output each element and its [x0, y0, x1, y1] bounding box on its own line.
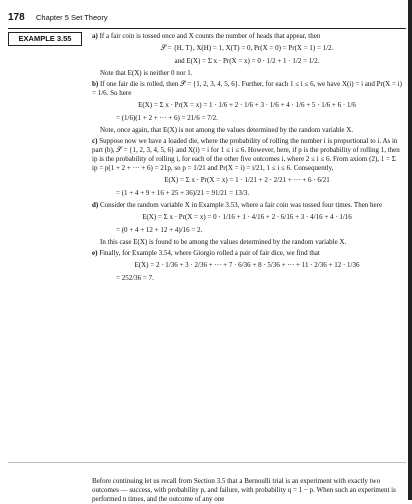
page-header — [8, 12, 404, 28]
part-a-note: Note that E(X) is neither 0 nor 1. — [100, 69, 193, 77]
part-c-intro: c) Suppose now we have a loaded die, where the probability of rolling the number i is proportional to i. As in part (b), 𝒮 = {1, 2, 3, 4, 5, 6} and X(i) = i for 1 ≤ i ≤ 6. However, here, if p is the probability of rolling 1, then ip is the probability of rolling i, for each of the other five outcomes i, where 2 ≤ i ≤ 6. From axiom (2), 1 = Σ ip = p(1 + 2 + ··· + 6) = 21p, so p = 1/21 and Pr(X = i) = i/21, 1 ≤ i ≤ 6. Consequently, — [92, 137, 400, 172]
part-a-intro: a) If a fair coin is tossed once and X counts the number of heads that appear, then — [92, 32, 321, 40]
part-a-equation-2: and E(X) = Σ x · Pr(X = x) = 0 · 1/2 + 1 · 1/2 = 1/2. — [174, 57, 320, 65]
header-rule — [8, 28, 406, 29]
part-c-equation-2: = (1 + 4 + 9 + 16 + 25 + 36)/21 = 91/21 = 13/3. — [116, 189, 250, 197]
part-d-intro: d) Consider the random variable X in Example 3.53, where a fair coin was tossed four times. Then here — [92, 201, 383, 209]
part-b-equation-1: E(X) = Σ x · Pr(X = x) = 1 · 1/6 + 2 · 1/6 + 3 · 1/6 + 4 · 1/6 + 5 · 1/6 + 6 · 1/6 — [138, 101, 356, 109]
part-c-equation-1: E(X) = Σ x · Pr(X = x) = 1 · 1/21 + 2 · 2/21 + ··· + 6 · 6/21 — [164, 176, 330, 184]
part-e-equation-2: = 252/36 = 7. — [116, 274, 154, 282]
part-e-intro: e) Finally, for Example 3.54, where Giorgio rolled a pair of fair dice, we find that — [92, 249, 320, 257]
page-number: 178 — [8, 12, 25, 23]
part-e-equation-1: E(X) = 2 · 1/36 + 3 · 2/36 + ··· + 7 · 6/36 + 8 · 5/36 + ··· + 11 · 2/36 + 12 · 1/36 — [134, 261, 360, 269]
part-b-equation-2: = (1/6)(1 + 2 + ··· + 6) = 21/6 = 7/2. — [116, 114, 218, 122]
part-b-note: Note, once again, that E(X) is not among the values determined by the random variable X. — [100, 126, 354, 134]
part-d-equation-2: = (0 + 4 + 12 + 12 + 4)/16 = 2. — [116, 226, 203, 234]
chapter-title: Chapter 5 Set Theory — [36, 13, 108, 22]
example-label: EXAMPLE 3.55 — [8, 32, 82, 46]
footer-paragraph: Before continuing let us recall from Section 3.5 that a Bernoulli trial is an experiment with exactly two outcomes — success, with probability p, and failure, with probability q = 1 − p. When such an experiment is performed n times, and the outcome of any one — [92, 477, 396, 503]
part-b-intro: b) If one fair die is rolled, then 𝒮 = {1, 2, 3, 4, 5, 6}. Further, for each 1 ≤ i ≤ 6, we have X(i) = i and Pr(X = i) = 1/6. So here — [92, 80, 402, 97]
part-a-equation-1: 𝒮 = {H, T}, X(H) = 1, X(T) = 0, Pr(X = 0) = Pr(X = 1) = 1/2. — [160, 44, 334, 52]
part-d-note: In this case E(X) is found to be among the values determined by the random variable X. — [100, 238, 347, 246]
section-divider — [8, 462, 406, 463]
page-edge-shadow — [408, 0, 412, 500]
example-body — [92, 32, 402, 286]
part-d-equation-1: E(X) = Σ x · Pr(X = x) = 0 · 1/16 + 1 · 4/16 + 2 · 6/16 + 3 · 4/16 + 4 · 1/16 — [142, 213, 352, 221]
